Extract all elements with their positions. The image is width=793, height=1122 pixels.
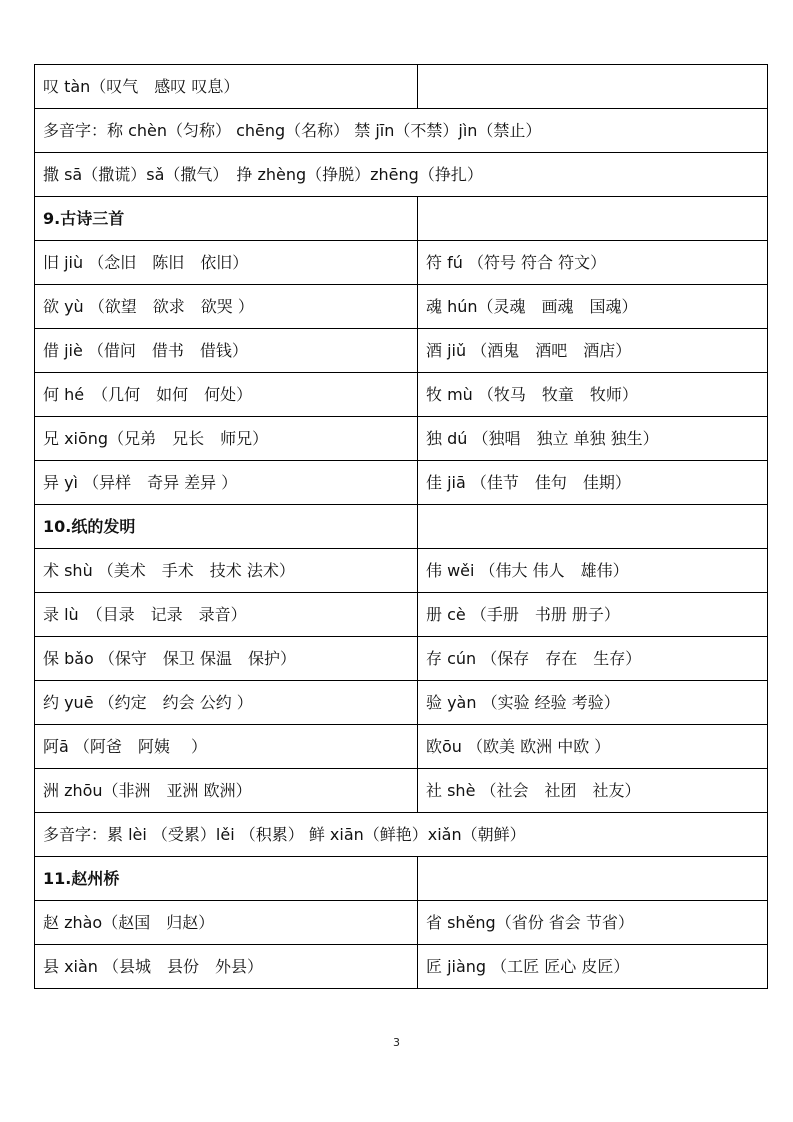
word-cell: 借 jiè （借问 借书 借钱） [35, 329, 418, 373]
lesson-heading: 10.纸的发明 [35, 505, 418, 549]
word-cell: 匠 jiàng （工匠 匠心 皮匠） [418, 945, 768, 989]
word-cell: 何 hé （几何 如何 何处） [35, 373, 418, 417]
page-number: 3 [393, 1036, 400, 1049]
table-row [35, 813, 768, 857]
word-cell: 阿ā （阿爸 阿姨 ） [35, 725, 418, 769]
word-cell: 赵 zhào（赵国 归赵） [35, 901, 418, 945]
word-cell: 魂 hún（灵魂 画魂 国魂） [418, 285, 768, 329]
word-cell: 欲 yù （欲望 欲求 欲哭 ） [35, 285, 418, 329]
polyphone-cell: 多音字：称 chèn（匀称） chēng（名称） 禁 jīn（不禁）jìn（禁止） [35, 109, 768, 153]
table-row [35, 461, 768, 505]
word-cell: 省 shěng（省份 省会 节省） [418, 901, 768, 945]
word-cell: 叹 tàn（叹气 感叹 叹息） [35, 65, 418, 109]
word-cell: 佳 jiā （佳节 佳句 佳期） [418, 461, 768, 505]
table-row [35, 153, 768, 197]
polyphone-cell: 多音字：累 lèi （受累）lěi （积累） 鲜 xiān（鲜艳）xiǎn（朝鲜） [35, 813, 768, 857]
table-row [35, 241, 768, 285]
word-cell: 欧ōu （欧美 欧洲 中欧 ） [418, 725, 768, 769]
table-row [35, 593, 768, 637]
table-row [35, 109, 768, 153]
word-cell: 旧 jiù （念旧 陈旧 依旧） [35, 241, 418, 285]
word-cell: 洲 zhōu（非洲 亚洲 欧洲） [35, 769, 418, 813]
lesson-heading: 9.古诗三首 [35, 197, 418, 241]
empty-cell [418, 505, 768, 549]
table-row [35, 945, 768, 989]
word-cell: 约 yuē （约定 约会 公约 ） [35, 681, 418, 725]
word-cell: 兄 xiōng（兄弟 兄长 师兄） [35, 417, 418, 461]
word-cell: 术 shù （美术 手术 技术 法术） [35, 549, 418, 593]
word-cell: 录 lù （目录 记录 录音） [35, 593, 418, 637]
word-cell: 存 cún （保存 存在 生存） [418, 637, 768, 681]
table-row [35, 505, 768, 549]
table-row [35, 417, 768, 461]
word-cell: 验 yàn （实验 经验 考验） [418, 681, 768, 725]
word-cell: 酒 jiǔ （酒鬼 酒吧 酒店） [418, 329, 768, 373]
word-cell: 符 fú （符号 符合 符文） [418, 241, 768, 285]
word-cell: 社 shè （社会 社团 社友） [418, 769, 768, 813]
word-cell: 独 dú （独唱 独立 单独 独生） [418, 417, 768, 461]
empty-cell [418, 197, 768, 241]
table-row [35, 373, 768, 417]
word-cell: 册 cè （手册 书册 册子） [418, 593, 768, 637]
empty-cell [418, 65, 768, 109]
word-cell: 牧 mù （牧马 牧童 牧师） [418, 373, 768, 417]
table-row [35, 725, 768, 769]
empty-cell [418, 857, 768, 901]
polyphone-cell: 撒 sā（撒谎）sǎ（撒气） 挣 zhèng（挣脱）zhēng（挣扎） [35, 153, 768, 197]
vocabulary-table [34, 64, 768, 989]
table-row [35, 857, 768, 901]
table-row [35, 285, 768, 329]
table-row [35, 197, 768, 241]
table-row [35, 681, 768, 725]
word-cell: 伟 wěi （伟大 伟人 雄伟） [418, 549, 768, 593]
word-cell: 异 yì （异样 奇异 差异 ） [35, 461, 418, 505]
word-cell: 保 bǎo （保守 保卫 保温 保护） [35, 637, 418, 681]
table-row [35, 769, 768, 813]
word-cell: 县 xiàn （县城 县份 外县） [35, 945, 418, 989]
table-row [35, 637, 768, 681]
table-row [35, 549, 768, 593]
table-row [35, 329, 768, 373]
table-row [35, 65, 768, 109]
lesson-heading: 11.赵州桥 [35, 857, 418, 901]
table-row [35, 901, 768, 945]
